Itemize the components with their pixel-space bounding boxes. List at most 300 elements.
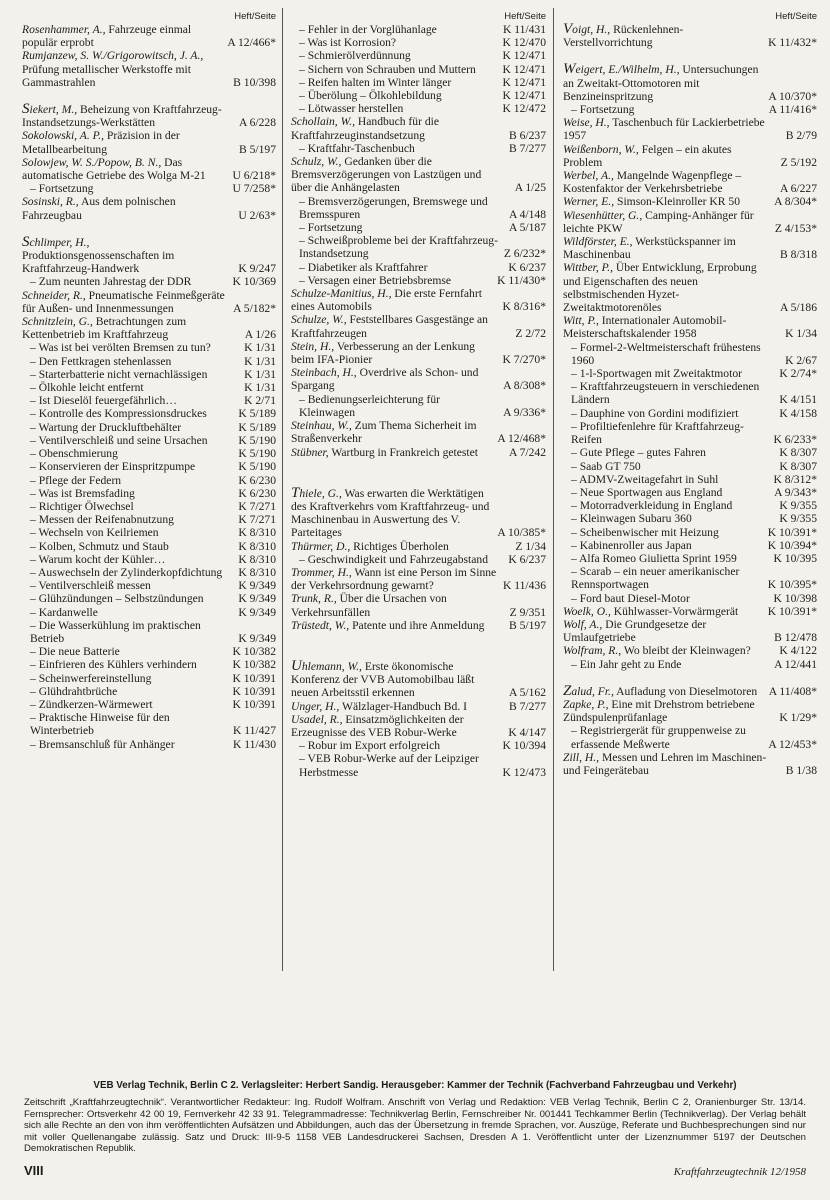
index-subentry: [563, 486, 817, 499]
section-gap: [563, 49, 817, 63]
index-entry: [563, 682, 817, 699]
index-subentry: [563, 420, 817, 446]
index-subentry: [22, 407, 276, 420]
index-entry: [563, 605, 817, 618]
entry-issue-page: A 10/370*: [768, 89, 817, 103]
index-subentry: [563, 526, 817, 539]
entry-title: – Bedienungserleichterung für Kleinwagen: [299, 392, 441, 419]
entry-title: – Saab GT 750: [571, 459, 641, 473]
index-subentry: [291, 36, 546, 49]
index-subentry: [22, 368, 276, 381]
index-column-2: [291, 10, 546, 779]
column-rule-2: [553, 8, 554, 971]
entry-title: – Dauphine von Gordini modifiziert: [571, 406, 739, 420]
index-subentry: [22, 672, 276, 685]
entry-author: Woelk, O.,: [563, 604, 611, 618]
index-subentry: [22, 645, 276, 658]
author-rest: chlimper, H.,: [29, 235, 90, 249]
entry-issue-page: K 12/470: [502, 36, 546, 50]
index-entry: [291, 592, 546, 618]
entry-title: Was erwarten die Werktätigen des Kraftverkehrs vom Kraftfahrzeug- und Maschinenbau in Auswertung des V. Parteitages: [291, 486, 490, 540]
section-gap: [22, 222, 276, 236]
entry-author: Werner, E.,: [563, 195, 615, 209]
index-subentry: [22, 447, 276, 460]
entry-title: Produktionsgenossenschaften im Kraftfahrzeug-Handwerk: [22, 249, 175, 276]
entry-title: – Geschwindigkeit und Fahrzeugabstand: [299, 552, 488, 566]
entry-author: Stübner,: [291, 445, 329, 459]
index-subentry: [291, 63, 546, 76]
entry-issue-page: K 8/312*: [773, 472, 817, 486]
index-subentry: [22, 513, 276, 526]
entry-issue-page: K 9/349: [238, 579, 276, 593]
entry-title: Wann ist eine Person im Sinne der Verkehrsordnung gewarnt?: [291, 565, 497, 593]
entry-title: – Was ist bei verölten Bremsen zu tun?: [30, 341, 211, 355]
author-rest: iekert, M.,: [29, 103, 78, 117]
entry-title: – Zündkerzen-Wärmewert: [30, 697, 153, 711]
entry-author: Rumjanzew, S. W./Grigorowitsch, J. A.,: [22, 49, 204, 63]
index-entry: [291, 155, 546, 195]
initial-letter: U: [291, 657, 302, 674]
entry-issue-page: K 8/310: [238, 539, 276, 553]
entry-author: Schollain, W.,: [291, 115, 355, 129]
index-entry: [22, 233, 276, 276]
entry-title: – Die Wasserkühlung im praktischen Betrieb: [30, 618, 201, 645]
entry-issue-page: K 5/189: [238, 420, 276, 434]
initial-letter: W: [563, 61, 576, 78]
index-subentry: [22, 592, 276, 605]
index-subentry: [291, 76, 546, 89]
index-entry: [291, 287, 546, 313]
entry-title: – Ein Jahr geht zu Ende: [571, 657, 682, 671]
index-subentry: [22, 711, 276, 737]
index-subentry: [22, 526, 276, 539]
entry-issue-page: K 12/471: [502, 75, 546, 89]
entry-title: – Fortsetzung: [30, 182, 94, 196]
entry-title: – Fortsetzung: [299, 221, 363, 235]
section-gap: [563, 671, 817, 685]
entry-title: Internationaler Automobil-Meisterschaftskalender 1958: [563, 314, 727, 341]
entry-author: Weise, H.,: [563, 116, 610, 130]
entry-issue-page: B 8/318: [779, 248, 817, 262]
entry-author: [291, 484, 342, 501]
index-entry: [563, 116, 817, 142]
entry-issue-page: A 6/227: [779, 182, 817, 196]
entry-author: Schneider, R.,: [22, 288, 86, 302]
entry-issue-page: U 7/258*: [232, 182, 276, 196]
entry-issue-page: K 9/355: [779, 512, 817, 526]
entry-title: – Auswechseln der Zylinderkopfdichtung: [30, 565, 223, 579]
entry-author: Wolfram, R.,: [563, 644, 622, 658]
index-entry: [563, 644, 817, 657]
entry-title: – Gute Pflege – gutes Fahren: [571, 446, 706, 460]
entry-title: – Wechseln von Keilriemen: [30, 526, 159, 540]
entry-title: – Profiltiefenlehre für Kraftfahrzeug-Reifen: [571, 419, 744, 447]
entry-author: [22, 233, 90, 250]
index-subentry: [22, 355, 276, 368]
entry-issue-page: A 10/385*: [497, 526, 546, 540]
author-rest: eigert, E./Wilhelm, H.,: [575, 63, 680, 77]
entry-issue-page: K 1/29*: [779, 711, 817, 725]
entry-issue-page: K 6/230: [238, 473, 276, 487]
entry-author: Wildförster, E.,: [563, 235, 633, 249]
section-gap: [291, 473, 546, 487]
index-subentry: [563, 446, 817, 459]
entry-title: Aufladung von Dieselmotoren: [613, 684, 758, 698]
index-subentry: [22, 738, 276, 751]
entry-issue-page: B 7/277: [508, 141, 546, 155]
entry-author: Schulze, W.,: [291, 313, 347, 327]
index-subentry: [563, 367, 817, 380]
entry-issue-page: K 9/247: [238, 262, 276, 276]
entry-issue-page: U 2/63*: [238, 208, 276, 222]
entry-issue-page: K 8/316*: [502, 300, 546, 314]
entry-author: Steinbach, H.,: [291, 366, 357, 380]
entry-title: Richtiges Überholen: [350, 539, 449, 553]
entry-title: Aus dem polnischen Fahrzeugbau: [22, 195, 176, 222]
entry-title: Wartburg in Frankreich getestet: [328, 445, 479, 459]
entry-title: Erste ökonomische Konferenz der VVB Automobilbau läßt neuen Arbeitsstil erkennen: [291, 659, 475, 700]
entry-author: Sosinski, R.,: [22, 195, 79, 209]
entry-title: Handbuch für die Kraftfahrzeuginstandsetzung: [291, 115, 440, 142]
initial-letter: V: [563, 21, 573, 37]
entry-issue-page: B 12/478: [774, 631, 817, 645]
entry-issue-page: Z 1/34: [515, 539, 546, 553]
entry-issue-page: K 5/190: [238, 447, 276, 461]
entry-author: Zapke, P.,: [563, 697, 609, 711]
index-subentry: [22, 460, 276, 473]
index-entry: [563, 235, 817, 261]
index-subentry: [22, 500, 276, 513]
entry-issue-page: K 12/471: [502, 49, 546, 63]
entry-title: Werkstückspanner im Maschinenbau: [563, 235, 736, 262]
entry-title: – Kontrolle des Kompressionsdruckes: [30, 407, 207, 421]
entry-author: Trunk, R.,: [291, 592, 337, 606]
entry-title: – Kardanwelle: [30, 605, 98, 619]
index-subentry: [563, 724, 817, 750]
entry-title: – Ford baut Diesel-Motor: [571, 591, 690, 605]
entry-issue-page: A 7/242: [508, 445, 546, 459]
index-subentry: [22, 381, 276, 394]
entry-title: – Neue Sportwagen aus England: [571, 485, 723, 499]
entry-title: – Den Fettkragen stehenlassen: [30, 354, 172, 368]
entry-title: Taschenbuch für Lackierbetriebe 1957: [563, 116, 765, 143]
entry-title: – Pflege der Federn: [30, 473, 122, 487]
entry-title: Verbesserung an der Lenkung beim IFA-Pionier: [291, 339, 475, 367]
entry-title: – Bremsverzögerungen, Bremswege und Bremsspuren: [299, 194, 488, 221]
entry-title: – Messen der Reifenabnutzung: [30, 513, 174, 527]
entry-issue-page: K 10/391: [232, 684, 276, 698]
entry-issue-page: K 6/233*: [773, 433, 817, 447]
column-rule-1: [282, 8, 283, 971]
index-subentry: [22, 540, 276, 553]
entry-title: Wälzlager-Handbuch Bd. I: [339, 699, 467, 713]
entry-issue-page: Z 9/351: [509, 605, 546, 619]
entry-author: Wiesenhütter, G.,: [563, 208, 643, 222]
index-subentry: [291, 221, 546, 234]
index-entry: [22, 23, 276, 49]
entry-author: Trommer, H.,: [291, 565, 352, 579]
index-entry: [291, 700, 546, 713]
entry-title: – Diabetiker als Kraftfahrer: [299, 260, 428, 274]
entry-title: – Kolben, Schmutz und Staub: [30, 539, 169, 553]
entry-issue-page: A 6/228: [238, 116, 276, 130]
entry-issue-page: B 1/38: [785, 763, 817, 777]
index-subentry: [22, 275, 276, 288]
entry-title: – Richtiger Ölwechsel: [30, 499, 134, 513]
index-subentry: [563, 473, 817, 486]
entry-title: Eine mit Drehstrom betriebene Zündspulenprüfanlage: [563, 697, 755, 725]
entry-issue-page: K 7/271: [238, 513, 276, 527]
index-subentry: [22, 685, 276, 698]
entry-issue-page: K 7/271: [238, 499, 276, 513]
index-subentry: [291, 89, 546, 102]
index-subentry: [291, 393, 546, 419]
index-subentry: [291, 752, 546, 778]
entry-issue-page: K 10/369: [232, 275, 276, 289]
author-rest: hiele, G.,: [299, 486, 342, 500]
entry-title: – Ventilverschleiß und seine Ursachen: [30, 433, 208, 447]
entry-issue-page: K 10/391*: [767, 525, 817, 539]
index-subentry: [563, 103, 817, 116]
entry-issue-page: A 5/187: [508, 221, 546, 235]
index-subentry: [563, 407, 817, 420]
entry-issue-page: K 1/31: [244, 367, 276, 381]
entry-author: Steinhau, W.,: [291, 419, 352, 433]
entry-issue-page: K 12/471: [502, 62, 546, 76]
index-subentry: [291, 23, 546, 36]
initial-letter: Z: [563, 682, 572, 699]
entry-title: – Alfa Romeo Giulietta Sprint 1959: [571, 551, 737, 565]
entry-title: – Scheibenwischer mit Heizung: [571, 525, 719, 539]
entry-title: – Fortsetzung: [571, 103, 635, 117]
entry-issue-page: K 10/382: [232, 645, 276, 659]
index-entry: [291, 446, 546, 459]
index-column-1: [22, 10, 276, 751]
entry-title: – Formel-2-Weltmeisterschaft frühestens 1960: [571, 340, 761, 367]
entry-title: – Kraftfahrzeugsteuern in verschiedenen Ländern: [571, 380, 760, 407]
index-entry: [22, 156, 276, 182]
entry-author: [22, 103, 77, 116]
entry-issue-page: A 8/308*: [503, 379, 546, 393]
entry-issue-page: K 2/71: [244, 394, 276, 408]
entry-author: [291, 657, 362, 674]
entry-issue-page: K 1/34: [785, 327, 817, 341]
entry-issue-page: K 11/427: [232, 724, 276, 738]
entry-title: Patente und ihre Anmeldung: [349, 618, 485, 632]
entry-title: – Kleinwagen Subaru 360: [571, 512, 692, 526]
index-subentry: [22, 566, 276, 579]
entry-issue-page: B 5/197: [508, 618, 546, 632]
author-rest: hlemann, W.,: [301, 659, 362, 673]
entry-issue-page: K 9/349: [238, 605, 276, 619]
index-subentry: [291, 195, 546, 221]
index-column-3: [563, 10, 817, 777]
entry-issue-page: K 10/394*: [767, 538, 817, 552]
entry-title: – Glühdrahtbrüche: [30, 684, 118, 698]
entry-issue-page: K 12/472: [502, 102, 546, 116]
entry-title: Über Entwicklung, Erprobung und Eigenschaften des neuen selbstmischenden Hyzet-Zweitaktmotorenöles: [563, 261, 757, 315]
index-subentry: [22, 553, 276, 566]
index-entry: [22, 195, 276, 221]
index-subentry: [22, 698, 276, 711]
entry-title: – ADMV-Zweitagefahrt in Suhl: [571, 472, 719, 486]
entry-title: – Reifen halten im Winter länger: [299, 75, 452, 89]
entry-author: Stein, H.,: [291, 339, 335, 353]
entry-issue-page: B 7/277: [508, 699, 546, 713]
index-subentry: [291, 739, 546, 752]
publisher-line: VEB Verlag Technik, Berlin C 2. Verlagsleiter: Herbert Sandig. Herausgeber: Kammer der Technik (Fachverband Fahrzeugbau und Verkehr): [93, 1080, 737, 1091]
entry-issue-page: K 7/270*: [502, 353, 546, 367]
entry-title: – Überölung – Ölkohlebildung: [299, 89, 442, 103]
index-subentry: [563, 592, 817, 605]
entry-issue-page: K 10/395*: [767, 578, 817, 592]
index-subentry: [563, 658, 817, 671]
entry-title: Prüfung metallischer Werkstoffe mit Gammastrahlen: [22, 62, 191, 89]
index-entry: [22, 289, 276, 315]
entry-title: Die erste Fernfahrt eines Automobils: [291, 287, 482, 314]
entry-issue-page: K 6/237: [508, 260, 546, 274]
entry-author: Schulze-Manitius, H.,: [291, 287, 392, 301]
entry-issue-page: K 11/436: [502, 579, 546, 593]
index-entry: [291, 619, 546, 632]
entry-title: – Obenschmierung: [30, 447, 118, 461]
index-subentry: [22, 487, 276, 500]
initial-letter: S: [22, 233, 30, 250]
entry-issue-page: K 12/471: [502, 89, 546, 103]
entry-title: Fahrzeuge einmal populär erprobt: [22, 23, 192, 50]
entry-title: – Bremsanschluß für Anhänger: [30, 737, 175, 751]
entry-issue-page: Z 6/232*: [503, 247, 546, 261]
entry-title: – Warum kocht der Kühler…: [30, 552, 166, 566]
entry-issue-page: B 2/79: [785, 129, 817, 143]
entry-issue-page: K 4/151: [779, 393, 817, 407]
initial-letter: T: [291, 484, 300, 501]
entry-issue-page: K 11/430*: [497, 273, 546, 287]
index-subentry: [291, 234, 546, 260]
index-subentry: [22, 606, 276, 619]
entry-issue-page: K 10/391: [232, 671, 276, 685]
entry-title: – Lötwasser herstellen: [299, 102, 404, 116]
entry-title: – Ist Dieselöl feuergefährlich…: [30, 394, 177, 408]
page-number: VIII: [24, 1163, 44, 1178]
entry-title: Zum Thema Sicherheit im Straßenverkehr: [291, 419, 477, 446]
entry-issue-page: K 10/391: [232, 697, 276, 711]
entry-author: [563, 63, 680, 76]
section-gap: [22, 89, 276, 103]
entry-issue-page: K 9/349: [238, 631, 276, 645]
entry-title: – Motorradverkleidung in England: [571, 499, 733, 513]
entry-issue-page: A 11/408*: [768, 684, 817, 698]
index-entry: [291, 419, 546, 445]
entry-issue-page: K 4/122: [779, 644, 817, 658]
index-subentry: [291, 274, 546, 287]
entry-issue-page: K 1/31: [244, 341, 276, 355]
entry-issue-page: K 1/31: [244, 354, 276, 368]
entry-title: – Scheinwerfereinstellung: [30, 671, 152, 685]
entry-title: Das automatische Getriebe des Wolga M-21: [22, 155, 206, 183]
entry-title: – Schmierölverdünnung: [299, 49, 411, 63]
entry-title: Einsatzmöglichkeiten der Erzeugnisse des VEB Robur-Werke: [291, 712, 464, 739]
section-gap: [291, 646, 546, 660]
column-header: Heft/Seite: [504, 11, 546, 22]
index-subentry: [563, 539, 817, 552]
index-entry: [291, 540, 546, 553]
entry-title: – Glühzündungen – Selbstzündungen: [30, 592, 204, 606]
entry-issue-page: K 10/382: [232, 658, 276, 672]
entry-title: Untersuchungen an Zweitakt-Ottomotoren mit Benzineinspritzung: [563, 63, 759, 103]
entry-author: Trüstedt, W.,: [291, 618, 350, 632]
entry-author: [563, 23, 610, 36]
index-subentry: [22, 341, 276, 354]
entry-title: – Kabinenroller aus Japan: [571, 538, 692, 552]
entry-title: – Was ist Bremsfading: [30, 486, 135, 500]
entry-issue-page: K 12/473: [502, 765, 546, 779]
entry-title: – Ölkohle leicht entfernt: [30, 381, 144, 395]
entry-issue-page: B 10/398: [233, 75, 276, 89]
entry-issue-page: K 5/190: [238, 460, 276, 474]
entry-issue-page: K 10/395: [773, 551, 817, 565]
entry-author: Schulz, W.,: [291, 155, 342, 169]
entry-title: Camping-Anhänger für leichte PKW: [563, 208, 754, 235]
entry-author: Werbel, A.,: [563, 169, 614, 183]
index-entry: [563, 63, 817, 103]
running-title: Kraftfahrzeugtechnik 12/1958: [673, 1166, 806, 1178]
entry-issue-page: K 10/398: [773, 591, 817, 605]
index-subentry: [22, 394, 276, 407]
entry-issue-page: K 8/307: [779, 446, 817, 460]
entry-issue-page: A 8/304*: [774, 195, 817, 209]
entry-issue-page: A 5/186: [779, 301, 817, 315]
entry-author: Weißenborn, W.,: [563, 142, 639, 156]
entry-title: Overdrive als Schon- und Spargang: [291, 366, 479, 393]
entry-issue-page: U 6/218*: [232, 169, 276, 183]
index-entry: [563, 195, 817, 208]
index-subentry: [563, 565, 817, 591]
index-subentry: [22, 434, 276, 447]
entry-issue-page: Z 5/192: [780, 155, 817, 169]
entry-title: – Kraftfahr-Taschenbuch: [299, 141, 415, 155]
entry-title: Rückenlehnen-Verstellvorrichtung: [563, 23, 684, 50]
index-entry: [563, 23, 817, 49]
entry-issue-page: K 6/237: [508, 552, 546, 566]
entry-author: Rosenhammer, A.,: [22, 23, 106, 36]
entry-title: – Scarab – ein neuer amerikanischer Rennsportwagen: [571, 565, 740, 592]
index-entry: [563, 314, 817, 340]
entry-author: [563, 682, 614, 699]
entry-title: Feststellbares Gasgestänge an Kraftfahrzeugen: [291, 313, 488, 340]
index-entry: [22, 315, 276, 341]
index-entry: [563, 698, 817, 724]
index-entry: [291, 366, 546, 392]
entry-title: – Robur im Export erfolgreich: [299, 739, 441, 753]
index-entry: [22, 129, 276, 155]
entry-issue-page: K 2/74*: [779, 367, 817, 381]
entry-issue-page: A 12/453*: [768, 737, 817, 751]
index-subentry: [563, 460, 817, 473]
entry-title: Die Grundgesetze der Umlaufgetriebe: [563, 617, 707, 645]
entry-title: Felgen – ein akutes Problem: [563, 142, 732, 169]
index-entry: [563, 618, 817, 644]
index-subentry: [291, 142, 546, 155]
entry-issue-page: A 11/416*: [768, 103, 817, 117]
index-entry: [563, 261, 817, 314]
entry-issue-page: K 8/310: [238, 565, 276, 579]
entry-issue-page: A 9/336*: [503, 405, 546, 419]
imprint-text: Zeitschrift „Kraftfahrzeugtechnik“. Verantwortlicher Redakteur: Ing. Rudolf Wolfram. Anschrift von Verlag und Redaktion: VEB Verlag Technik, Berlin C 2, Oranienburger Str. 13/14. Fernsprecher: Ortsverkehr 42 00 19, Fernverkehr 42 33 91. Telegrammadresse: Technikverlag Berlin, Fernschreiber Nr. 001441 Techkammer Berlin (Technikverlag). Der Verlag behält sich alle Rechte an den von ihm veröffentlichten Aufsätzen und Abbildungen, auch das der Übersetzung in fremde Sprachen, vor. Auszüge, Referate und Buchbesprechungen sind nur mit voller Quellenangabe zulässig. Satz und Druck: III-9-5 1158 VEB Landesdruckerei Sachsen, Dresden A 1. Veröffentlicht unter der Lizenznummer 5197 der Deutschen Demokratischen Republik.: [24, 1097, 806, 1155]
entry-title: – Ventilverschleiß messen: [30, 579, 151, 593]
entry-issue-page: K 10/394: [502, 739, 546, 753]
entry-issue-page: K 11/431: [502, 23, 546, 36]
